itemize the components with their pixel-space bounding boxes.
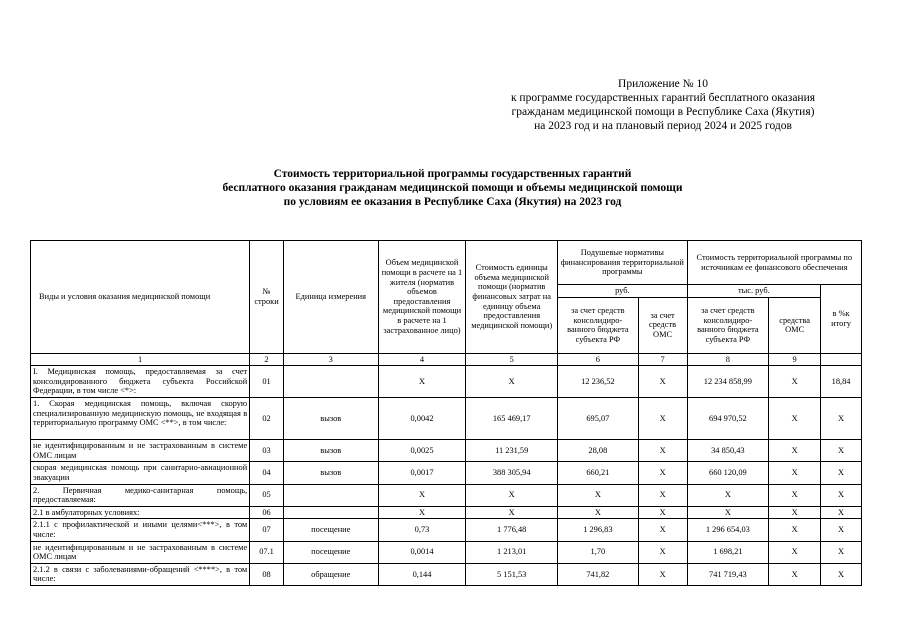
row-unit-cost: 1 213,01 xyxy=(466,541,558,563)
row-unit-cost: 165 469,17 xyxy=(466,398,558,440)
table-row xyxy=(31,462,862,484)
col-number: 1 xyxy=(31,353,250,366)
header-name: Виды и условия оказания медицинской помощи xyxy=(31,241,250,354)
row-budget: 695,07 xyxy=(558,398,639,440)
table-row xyxy=(31,541,862,563)
row-unit: вызов xyxy=(283,440,378,462)
row-percent: X xyxy=(821,563,862,585)
row-oms: X xyxy=(638,506,687,519)
row-budget: 28,08 xyxy=(558,440,639,462)
row-percent: X xyxy=(821,440,862,462)
row-number: 01 xyxy=(250,366,284,398)
col-number: 4 xyxy=(378,353,466,366)
row-name: 2.1.1 с профилактической и иными целями<***>, в том числе: xyxy=(31,519,250,541)
row-volume: 0,144 xyxy=(378,563,466,585)
table-row xyxy=(31,484,862,506)
row-budget: 741,82 xyxy=(558,563,639,585)
row-budget-total: X xyxy=(687,484,769,506)
header-unit: Единица измерения xyxy=(283,241,378,354)
header-total-cost: Стоимость территориальной программы по источникам ее финансового обеспечения xyxy=(687,241,861,285)
row-number: 02 xyxy=(250,398,284,440)
row-oms: X xyxy=(638,462,687,484)
row-percent: X xyxy=(821,398,862,440)
row-number: 06 xyxy=(250,506,284,519)
row-oms: X xyxy=(638,440,687,462)
row-volume: X xyxy=(378,506,466,519)
row-oms-total: X xyxy=(769,563,821,585)
row-budget: X xyxy=(558,484,639,506)
table-row xyxy=(31,398,862,440)
row-name: 2.1.2 в связи с заболеваниями-обращений <****>, в том числе: xyxy=(31,563,250,585)
table-row xyxy=(31,563,862,585)
row-unit: посещение xyxy=(283,541,378,563)
row-percent: X xyxy=(821,462,862,484)
row-name: не идентифицированным и не застрахованным в системе ОМС лицам xyxy=(31,440,250,462)
row-percent: X xyxy=(821,541,862,563)
row-unit: посещение xyxy=(283,519,378,541)
row-unit xyxy=(283,484,378,506)
row-volume: X xyxy=(378,366,466,398)
row-percent: X xyxy=(821,484,862,506)
row-budget-total: 1 296 654,03 xyxy=(687,519,769,541)
table-row xyxy=(31,506,862,519)
appendix-line: к программе государственных гарантий бесплатного оказания xyxy=(510,92,816,104)
row-budget-total: 660 120,09 xyxy=(687,462,769,484)
row-budget: 12 236,52 xyxy=(558,366,639,398)
header-unit-cost: Стоимость единицы объема медицинской помощи (норматив финансовых затрат на единицу объема предоставления медицинской помощи) xyxy=(466,241,558,354)
row-oms: X xyxy=(638,519,687,541)
appendix-header xyxy=(473,77,853,133)
table-row xyxy=(31,519,862,541)
row-volume: 0,73 xyxy=(378,519,466,541)
row-unit: обращение xyxy=(283,563,378,585)
row-volume: X xyxy=(378,484,466,506)
row-volume: 0,0042 xyxy=(378,398,466,440)
row-oms: X xyxy=(638,366,687,398)
row-oms-total: X xyxy=(769,484,821,506)
document-title xyxy=(0,167,905,209)
row-unit xyxy=(283,506,378,519)
appendix-number: Приложение № 10 xyxy=(618,78,708,90)
row-budget-total: 694 970,52 xyxy=(687,398,769,440)
row-oms: X xyxy=(638,398,687,440)
row-name: I. Медицинская помощь, предоставляемая за счет консолидированного бюджета субъекта Российской Федерации, в том числе <*>: xyxy=(31,366,250,398)
header-percent: в %к итогу xyxy=(821,285,862,354)
row-name: 2. Первичная медико-санитарная помощь, предоставляемая: xyxy=(31,484,250,506)
row-unit-cost: 1 776,48 xyxy=(466,519,558,541)
header-total-cost-unit: тыс. руб. xyxy=(687,285,821,298)
row-unit-cost: X xyxy=(466,506,558,519)
header-budget-total: за счет средств консолидиро- ванного бюджета субъекта РФ xyxy=(687,297,769,353)
table-row xyxy=(31,440,862,462)
col-number: 3 xyxy=(283,353,378,366)
cost-table xyxy=(30,240,862,586)
row-unit-cost: 5 151,53 xyxy=(466,563,558,585)
row-percent: 18,84 xyxy=(821,366,862,398)
table-row xyxy=(31,366,862,398)
title-line: по условиям ее оказания в Республике Саха (Якутия) на 2023 год xyxy=(283,196,622,208)
header-oms-total: средства ОМС xyxy=(769,297,821,353)
row-volume: 0,0025 xyxy=(378,440,466,462)
col-number: 8 xyxy=(687,353,769,366)
row-percent: X xyxy=(821,506,862,519)
title-line: бесплатного оказания гражданам медицинской помощи и объемы медицинской помощи xyxy=(222,182,683,194)
header-volume: Объем медицинской помощи в расчете на 1 жителя (норматив объемов предоставления медицинской помощи в расчете на 1 застрахованное лицо) xyxy=(378,241,466,354)
row-oms: X xyxy=(638,484,687,506)
row-budget-total: 34 850,43 xyxy=(687,440,769,462)
row-name: скорая медицинская помощь при санитарно-авиационной эвакуации xyxy=(31,462,250,484)
row-budget-total: 741 719,43 xyxy=(687,563,769,585)
row-volume: 0,0014 xyxy=(378,541,466,563)
col-number: 9 xyxy=(769,353,821,366)
row-oms-total: X xyxy=(769,541,821,563)
row-percent: X xyxy=(821,519,862,541)
header-per-capita: Подушевые нормативы финансирования территориальной программы xyxy=(558,241,687,285)
row-oms-total: X xyxy=(769,398,821,440)
header-row-number: № строки xyxy=(250,241,284,354)
row-number: 05 xyxy=(250,484,284,506)
row-number: 08 xyxy=(250,563,284,585)
row-oms-total: X xyxy=(769,519,821,541)
row-budget-total: 12 234 858,99 xyxy=(687,366,769,398)
row-oms-total: X xyxy=(769,366,821,398)
row-unit: вызов xyxy=(283,398,378,440)
col-number: 5 xyxy=(466,353,558,366)
row-unit-cost: 11 231,59 xyxy=(466,440,558,462)
row-budget-total: 1 698,21 xyxy=(687,541,769,563)
row-oms-total: X xyxy=(769,506,821,519)
row-unit-cost: 388 305,94 xyxy=(466,462,558,484)
row-volume: 0,0017 xyxy=(378,462,466,484)
row-number: 03 xyxy=(250,440,284,462)
header-oms: за счет средств ОМС xyxy=(638,297,687,353)
row-oms: X xyxy=(638,541,687,563)
appendix-line: на 2023 год и на плановый период 2024 и 2025 годов xyxy=(534,120,792,132)
row-budget: 1,70 xyxy=(558,541,639,563)
row-unit-cost: X xyxy=(466,484,558,506)
header-budget: за счет средств консолидиро- ванного бюджета субъекта РФ xyxy=(558,297,639,353)
row-unit: вызов xyxy=(283,462,378,484)
col-number: 2 xyxy=(250,353,284,366)
col-number: 7 xyxy=(638,353,687,366)
row-budget-total: X xyxy=(687,506,769,519)
title-line: Стоимость территориальной программы государственных гарантий xyxy=(273,168,632,180)
row-name: 2.1 в амбулаторных условиях: xyxy=(31,506,250,519)
row-oms-total: X xyxy=(769,440,821,462)
row-budget: 660,21 xyxy=(558,462,639,484)
row-budget: X xyxy=(558,506,639,519)
appendix-line: гражданам медицинской помощи в Республике Саха (Якутия) xyxy=(511,106,815,118)
row-name: не идентифицированным и не застрахованным в системе ОМС лицам xyxy=(31,541,250,563)
row-oms-total: X xyxy=(769,462,821,484)
row-unit-cost: X xyxy=(466,366,558,398)
row-number: 07.1 xyxy=(250,541,284,563)
row-name: 1. Скорая медицинская помощь, включая скорую специализированную медицинскую помощь, не входящая в территориальную программу ОМС <**>, в том числе: xyxy=(31,398,250,440)
row-unit xyxy=(283,366,378,398)
header-per-capita-unit: руб. xyxy=(558,285,687,298)
col-number: 6 xyxy=(558,353,639,366)
row-number: 07 xyxy=(250,519,284,541)
row-oms: X xyxy=(638,563,687,585)
row-budget: 1 296,83 xyxy=(558,519,639,541)
row-number: 04 xyxy=(250,462,284,484)
